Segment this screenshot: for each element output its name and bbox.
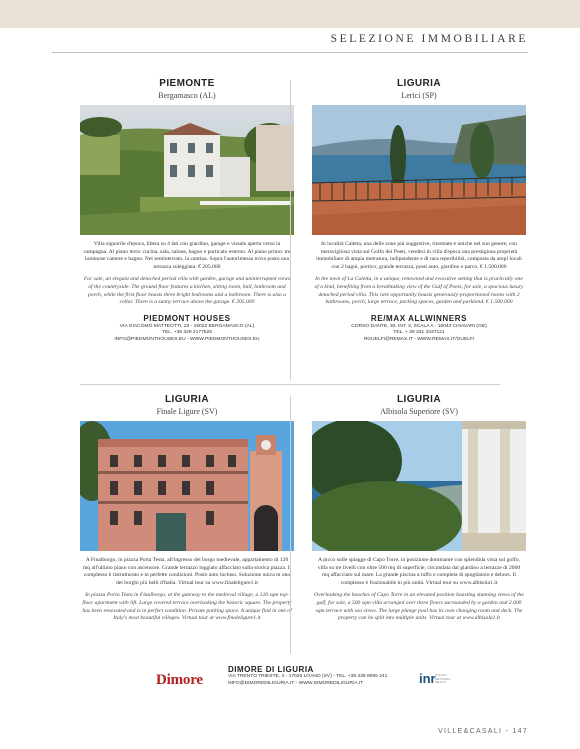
listing-region: LIGURIA [165,394,209,405]
listing-text-it: A picco sulle spiagge di Capo Torre, in posizione dominante con splendida vista sul golfo, villa su tre livelli con oltre 500 mq di superficie, circondata dal giardino a terrazze di 2000 mq affacciato sul mare. La grande piscina a tuffo e completa di spogliatoio e dehors. Il complesso è frazionabile in più unità. Virtual tour su www.albisola1.it [317,557,521,586]
agency-name: RE/MAX ALLWINNERS [370,313,468,323]
agency-name: PIEDMONT HOUSES [143,313,231,323]
agency-phone: TEL. +39 329 2177528 [162,330,212,336]
palazzo-photo-image [80,421,294,551]
terrace-photo-image [312,105,526,235]
agency-contact-link[interactable]: RGUELFI@REMAX.IT - WWW.REMAX.IT/GUELFI [363,336,475,342]
agency-contact-link[interactable]: INFO@PIEDMONTHOUSES.EU - WWW.PIEDMONTHOUSES.EU [114,336,260,342]
listing-text-en: In piazza Porta Testa in Finalborgo, at the gateway to the medieval village, a 120 sqm top-floor apartment with lift. Large covered terrace overlooking the historic square. The property has been renovated and is in perfect condition. Private parking space. A unique find in one of Italy's most beautiful villages. Virtual tour at www.finaleligure1.it [82,592,292,622]
dimore-address: VIA TRENTO TRIESTE, 4 - 17025 LOANO (SV) - TEL. +39 339 8095 241 [228,674,388,679]
listing-town: Finale Ligure (SV) [156,407,218,416]
listing-text-it: In località Caletta, una delle zone più suggestive, rinomate e uniche nel suo genere, con meravigliosa vista sul Golfo dei Poeti, vendesi in villa d'epoca una prestigiosa proprietà immobiliare di ampia metratura, indipendente e di rara reperibilità, composta da ampi locali con 2 bagni, portico, grande terrazza, posti auto, giardino e parco. € 1.500.000 [316,241,522,270]
agency-address: CORSO DANTE, 30, INT. 3, SCALA A - 16043 CHIAVARI (GE) [351,323,487,329]
listing-photo-terrace [312,105,526,235]
page-footer: VILLE&CASALI - 147 [438,728,528,735]
listing-text-it: Villa signorile d'epoca, libera su 4 lati con giardino, garage e vissale aperta verso la campagna. Al piano terra: cucina, sala, salone, bagno e porticato esterno. Al piano primo: tre luminose camere e bagno. Nel seminterrato, la cantina. Sopra l'autorimessa trova posto una terrazza soleggiata. € 205.000 [83,241,291,270]
listing-photo-palazzo [80,421,294,551]
listing-text-en: Overlooking the beaches of Capo Torre in an elevated position boasting stunning views of the gulf, for sale, a 500 sqm villa arranged over three floors surrounded by a garden and 2.000 sqm terrace with sea views. The large plunge pool has its own changing room and deck. The property can be split into multiple units. Virtual tour at www.albisola1.it [314,592,524,622]
agency-phone: TEL. + 39 331 3337121 [393,330,445,336]
listing-photo-seaview [312,421,526,551]
listing-town: Bergamasco (AL) [158,91,216,100]
row-divider [80,384,500,385]
column-divider-bottom [290,396,291,654]
seaview-photo-image [312,421,526,551]
listing-text-en: In the town of La Caletta, in a unique, renowned and evocative setting that is practically one of a kind, benefiting from a breathtaking view of the Gulf of Poets, for sale, a spacious luxury detached period villa. This rare opportunity boasts generously-proportioned rooms with 2 bathrooms, porch, large terrace, parking spaces, garden and parkland. € 1.500.000 [314,276,524,306]
listing-text-en: For sale, an elegant and detached period villa with garden, garage and uninterrupted views of the countryside. The ground floor features a kitchen, sitting room, hall, bathroom and porch, while the first floor boasts three bright bedrooms and a bathroom. There is also a cellar. There is a sunny terrace above the garage. € 205.000 [83,276,291,306]
listing-region: LIGURIA [397,394,441,405]
inr-network-subtitle: ITALIAN NETWORK REALTY [435,673,451,685]
dimore-contact-link[interactable]: INFO@DIMOREDILIGURIA.IT - WWW.DIMOREDILIGURIA.IT [228,680,364,686]
dimore-details [228,665,387,687]
column-divider-top [290,80,291,380]
footer-agency-ad [156,665,456,699]
top-band [0,0,580,28]
agency-address: VIA GIACOMO MATTEOTTI, 23 - 15022 BERGAMASCO (AL) [119,323,255,329]
listing-town: Albisola Superiore (SV) [380,407,458,416]
listing-region: PIEMONTE [159,78,215,89]
listing-finale-ligure [80,394,294,623]
dimore-logo: Dimore [156,672,203,688]
villa-photo-image [80,105,294,235]
listing-piemonte [80,78,294,343]
dimore-agency-name: DIMORE DI LIGURIA [228,665,314,674]
inr-network-logo: inr [419,671,436,686]
section-title: SELEZIONE IMMOBILIARE [330,33,528,45]
listing-town: Lerici (SP) [401,91,437,100]
section-rule [52,52,528,53]
listing-text-it: A Finalborgo, in piazza Porta Testa, all'ingresso del borgo medievale, appartamento di 120 mq all'ultimo piano con ascensore. Grande terrazzo loggiato affacciato sulla storica piazza. Il complesso è ristrutturato e in perfette condizioni. Posto auto incluso. Soluzione unica in uno dei borghi più belli d'Italia. Virtual tour su www.finaleligure1.it [82,557,292,586]
listing-region: LIGURIA [397,78,441,89]
listing-albisola [312,394,526,623]
listing-lerici [312,78,526,343]
listing-photo-villa [80,105,294,235]
